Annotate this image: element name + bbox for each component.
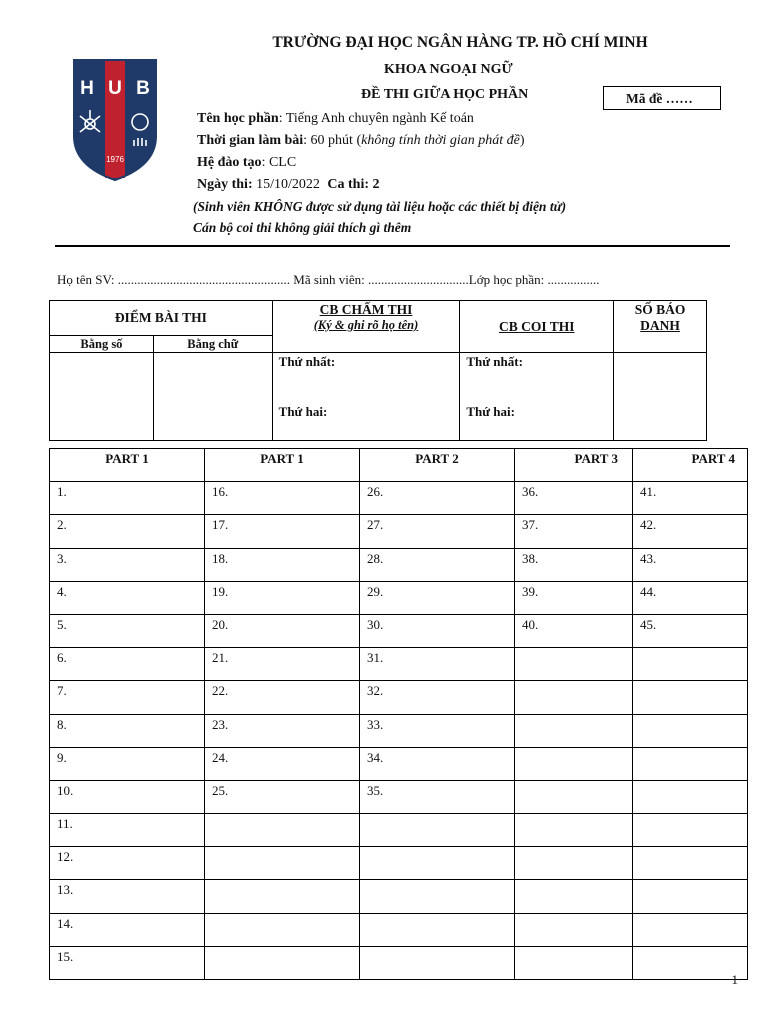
course-value: : Tiếng Anh chuyên ngành Kế toán: [278, 111, 474, 126]
answer-cell[interactable]: 24.: [205, 747, 360, 780]
answer-cell[interactable]: [360, 847, 515, 880]
answer-cell[interactable]: 11.: [50, 814, 205, 847]
answer-row: [50, 714, 748, 747]
answer-cell[interactable]: [633, 847, 748, 880]
answer-cell[interactable]: 25.: [205, 780, 360, 813]
answer-cell[interactable]: [633, 946, 748, 979]
answer-cell[interactable]: 43.: [633, 548, 748, 581]
grader-header: CB CHẤM THI: [319, 302, 413, 317]
date-value: 15/10/2022: [256, 177, 320, 192]
answer-cell[interactable]: 42.: [633, 515, 748, 548]
answer-cell[interactable]: 36.: [515, 482, 633, 515]
divider-line: [55, 245, 730, 247]
answer-cell[interactable]: [515, 880, 633, 913]
answer-cell[interactable]: 17.: [205, 515, 360, 548]
answer-cell[interactable]: 31.: [360, 648, 515, 681]
answer-cell[interactable]: 4.: [50, 581, 205, 614]
time-value: : 60 phút (: [303, 133, 362, 148]
grader-first-label: Thứ nhất:: [278, 354, 336, 369]
program-value: : CLC: [261, 155, 297, 170]
exam-title: ĐỀ THI GIỮA HỌC PHẦN: [361, 87, 529, 102]
grader-header-cell: [272, 301, 460, 353]
logo-year: 1976: [106, 155, 124, 164]
answer-cell[interactable]: [515, 913, 633, 946]
answer-cell[interactable]: 15.: [50, 946, 205, 979]
answer-row: [50, 482, 748, 515]
answer-cell[interactable]: 12.: [50, 847, 205, 880]
answer-cell[interactable]: 13.: [50, 880, 205, 913]
sbd-header-line1: SỐ BÁO: [634, 302, 686, 317]
answer-cell[interactable]: [360, 880, 515, 913]
score-number-cell[interactable]: [50, 353, 154, 441]
answer-header-part: PART 3: [515, 449, 633, 482]
answer-cell[interactable]: [515, 747, 633, 780]
answer-cell[interactable]: 10.: [50, 780, 205, 813]
answer-row: [50, 747, 748, 780]
course-label: Tên học phần: [197, 111, 279, 126]
answer-cell[interactable]: [515, 714, 633, 747]
answer-header-part: PART 4: [633, 449, 748, 482]
answer-cell[interactable]: 33.: [360, 714, 515, 747]
answer-cell[interactable]: [515, 847, 633, 880]
time-close: ): [519, 133, 525, 148]
answer-cell[interactable]: [633, 648, 748, 681]
time-line: [197, 133, 525, 149]
answer-cell[interactable]: 20.: [205, 614, 360, 647]
invigilator-first-label: Thứ nhất:: [466, 354, 523, 369]
answer-cell[interactable]: 7.: [50, 681, 205, 714]
answer-header-part: PART 1: [50, 449, 205, 482]
answer-table: [49, 448, 748, 980]
answer-row: [50, 780, 748, 813]
answer-row: [50, 515, 748, 548]
grader-subheader: (Ký & ghi rõ họ tên): [313, 318, 419, 332]
answer-cell[interactable]: 6.: [50, 648, 205, 681]
answer-cell[interactable]: 41.: [633, 482, 748, 515]
answer-cell[interactable]: [633, 880, 748, 913]
sbd-header-line2: DANH: [640, 318, 680, 333]
answer-cell[interactable]: [360, 814, 515, 847]
invigilator-sign-cell[interactable]: [460, 353, 614, 441]
answer-cell[interactable]: [205, 880, 360, 913]
student-info-line: Họ tên SV: ..................................................... Mã sinh viên: ...............................Lớp học phần: ................: [57, 272, 600, 287]
answer-header-row: [50, 449, 748, 482]
answer-row: [50, 946, 748, 979]
page-number: 1: [731, 972, 738, 987]
answer-row: [50, 847, 748, 880]
course-line: [197, 111, 474, 127]
grader-sign-cell[interactable]: [272, 353, 460, 441]
sbd-cell[interactable]: [614, 353, 707, 441]
answer-cell[interactable]: 1.: [50, 482, 205, 515]
date-label: Ngày thi:: [197, 177, 253, 192]
answer-cell[interactable]: [633, 747, 748, 780]
answer-cell[interactable]: [633, 913, 748, 946]
answer-cell[interactable]: [360, 946, 515, 979]
time-note: không tính thời gian phát đề: [361, 133, 520, 148]
answer-cell[interactable]: 19.: [205, 581, 360, 614]
answer-cell[interactable]: 45.: [633, 614, 748, 647]
answer-cell[interactable]: 8.: [50, 714, 205, 747]
invigilator-second-label: Thứ hai:: [466, 404, 515, 419]
answer-cell[interactable]: [633, 814, 748, 847]
answer-cell[interactable]: 44.: [633, 581, 748, 614]
answer-cell[interactable]: 16.: [205, 482, 360, 515]
answer-cell[interactable]: 30.: [360, 614, 515, 647]
answer-cell[interactable]: [205, 946, 360, 979]
time-label: Thời gian làm bài: [197, 133, 304, 148]
answer-row: [50, 814, 748, 847]
answer-cell[interactable]: 29.: [360, 581, 515, 614]
faculty-name: KHOA NGOẠI NGỮ: [384, 62, 513, 77]
logo-letter-h: H: [80, 78, 94, 99]
answer-cell[interactable]: [205, 847, 360, 880]
exam-code-box: Mã đề ……: [603, 86, 721, 110]
answer-header-part: PART 2: [360, 449, 515, 482]
answer-cell[interactable]: 39.: [515, 581, 633, 614]
sbd-header-cell: [614, 301, 707, 353]
answer-row: [50, 548, 748, 581]
program-line: [197, 155, 296, 171]
answer-cell[interactable]: [515, 681, 633, 714]
answer-cell[interactable]: [205, 913, 360, 946]
shift-label: Ca thi: 2: [327, 177, 380, 192]
no-explanation-note: Cán bộ coi thi không giải thích gì thêm: [193, 220, 412, 235]
answer-cell[interactable]: [633, 681, 748, 714]
answer-row: [50, 614, 748, 647]
score-header: ĐIỂM BÀI THI: [50, 301, 273, 336]
answer-cell[interactable]: [515, 780, 633, 813]
program-label: Hệ đào tạo: [197, 155, 262, 170]
hub-logo: [72, 58, 158, 182]
answer-cell[interactable]: 18.: [205, 548, 360, 581]
by-number-header: Bằng số: [50, 336, 154, 353]
answer-cell[interactable]: 40.: [515, 614, 633, 647]
answer-cell[interactable]: 35.: [360, 780, 515, 813]
score-table: [49, 300, 707, 441]
logo-letter-u: U: [108, 78, 122, 99]
answer-cell[interactable]: 27.: [360, 515, 515, 548]
answer-cell[interactable]: [515, 946, 633, 979]
no-materials-note: (Sinh viên KHÔNG được sử dụng tài liệu hoặc các thiết bị điện tử): [193, 199, 567, 214]
answer-cell[interactable]: 14.: [50, 913, 205, 946]
answer-row: [50, 880, 748, 913]
invigilator-header: CB COI THI: [460, 301, 614, 353]
grader-second-label: Thứ hai:: [278, 404, 328, 419]
logo-letter-b: B: [136, 78, 150, 99]
answer-cell[interactable]: [360, 913, 515, 946]
answer-cell[interactable]: 5.: [50, 614, 205, 647]
answer-row: [50, 581, 748, 614]
answer-cell[interactable]: [515, 648, 633, 681]
by-words-header: Bằng chữ: [153, 336, 272, 353]
answer-cell[interactable]: [633, 780, 748, 813]
answer-cell[interactable]: 21.: [205, 648, 360, 681]
answer-cell[interactable]: [515, 814, 633, 847]
answer-cell[interactable]: 32.: [360, 681, 515, 714]
answer-cell[interactable]: 37.: [515, 515, 633, 548]
answer-cell[interactable]: [633, 714, 748, 747]
answer-cell[interactable]: 26.: [360, 482, 515, 515]
answer-cell[interactable]: 22.: [205, 681, 360, 714]
answer-row: [50, 913, 748, 946]
university-name: TRƯỜNG ĐẠI HỌC NGÂN HÀNG TP. HỒ CHÍ MINH: [272, 34, 648, 51]
answer-cell[interactable]: 9.: [50, 747, 205, 780]
answer-cell[interactable]: 28.: [360, 548, 515, 581]
answer-row: [50, 681, 748, 714]
answer-header-part: PART 1: [205, 449, 360, 482]
answer-cell[interactable]: [205, 814, 360, 847]
answer-cell[interactable]: 2.: [50, 515, 205, 548]
answer-cell[interactable]: 38.: [515, 548, 633, 581]
answer-cell[interactable]: 34.: [360, 747, 515, 780]
answer-row: [50, 648, 748, 681]
answer-cell[interactable]: 23.: [205, 714, 360, 747]
answer-cell[interactable]: 3.: [50, 548, 205, 581]
score-words-cell[interactable]: [153, 353, 272, 441]
date-line: [197, 177, 380, 193]
